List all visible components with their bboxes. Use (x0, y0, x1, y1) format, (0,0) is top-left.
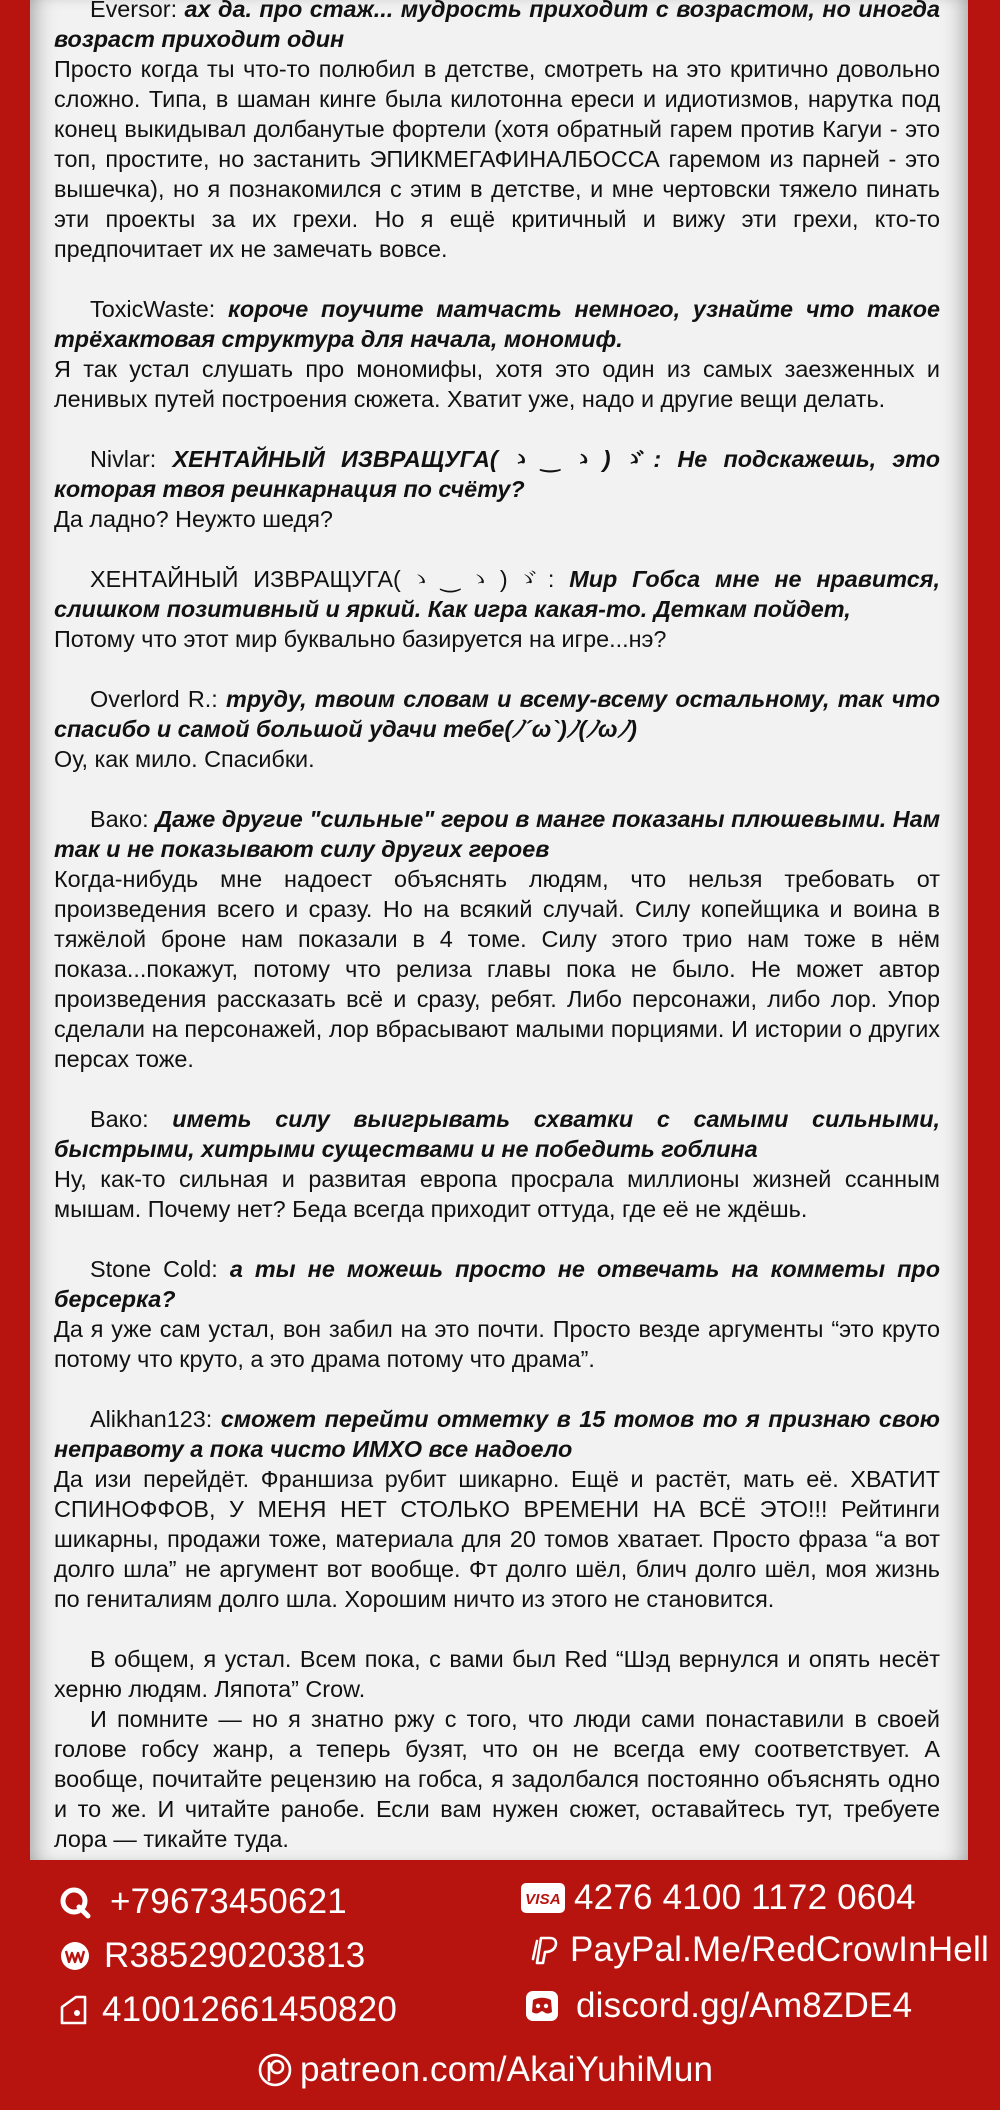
patreon-icon (258, 2053, 292, 2087)
discord-entry[interactable] (524, 1986, 912, 2026)
comment-quote (54, 804, 940, 864)
visa-card-number: 4276 4100 1172 0604 (574, 1878, 916, 1917)
quoted-text: Даже другие "сильные" герои в манге показаны плюшевыми. Нам так и не показывают силу других героев (54, 806, 941, 862)
comment-block (54, 1404, 940, 1614)
comment-quote (54, 564, 940, 624)
quoted-text: ХЕНТАЙНЫЙ ИЗВРАЩУГА(ゝ‿ゝ)ゞ: Не подскажешь, это которая твоя реинкарнация по счёту? (54, 446, 940, 502)
comment-author: Вако: (90, 806, 149, 832)
visa-badge-text: VISA (525, 1891, 561, 1908)
comment-author: Stone Cold: (90, 1256, 218, 1282)
comment-block (54, 0, 940, 264)
quoted-text: сможет перейти отметку в 15 томов то я признаю свою неправоту а пока чисто ИМХО все надоело (54, 1406, 940, 1462)
qiwi-icon (58, 1885, 92, 1919)
comment-block (54, 564, 940, 654)
comment-author: Alikhan123: (90, 1406, 213, 1432)
comment-quote (54, 1404, 940, 1464)
donation-footer (0, 1860, 1000, 2110)
reply-text: Оу, как мило. Спасибки. (54, 746, 315, 772)
closing-paragraph: В общем, я устал. Всем пока, с вами был Red “Шэд вернулся и опять несёт херню людям. Ляпота” Crow. (54, 1646, 940, 1702)
patreon-entry[interactable] (258, 2050, 713, 2090)
reply-text: Да я уже сам устал, вон забил на это почти. Просто везде аргументы “это круто потому что круто, а это драма потому что драма”. (54, 1316, 940, 1372)
quoted-text: ах да. про стаж... мудрость приходит с возрастом, но иногда возраст приходит один (54, 0, 940, 52)
reply-text: Да изи перейдёт. Франшиза рубит шикарно. Ещё и растёт, мать её. ХВАТИТ СПИНОФФОВ, У МЕНЯ НЕТ СТОЛЬКО ВРЕМЕНИ НА ВСЁ ЭТО!!! Рейтинги шикарны, продажи тоже, материала для 20 томов хватает. Просто фраза “а вот долго шла” не аргумент вот вообще. Фт долго шёл, блич долго шёл, моя жизнь по гениталиям долго шла. Хорошим ничто из этого не становится. (54, 1466, 940, 1612)
comment-block (54, 294, 940, 414)
reply-text: Когда-нибудь мне надоест объяснять людям, что нельзя требовать от произведения всего и сразу. Но на всякий случай. Силу копейщика и воина в тяжёлой броне нам показали в 4 томе. Силу этого трио нам тоже в нём показа...покажут, потому что релиза главы пока не было. Не может автор произведения рассказать всё и сразу, ребят. Либо персонажи, либо лор. Упор сделали на персонажей, лор вбрасывают малыми порциями. И истории о других персах тоже. (54, 866, 940, 1072)
quoted-text: Мир Гобса мне не нравится, слишком позитивный и яркий. Как игра какая-то. Деткам пойдет, (54, 566, 940, 622)
webmoney-icon (58, 1939, 92, 1973)
paypal-link: PayPal.Me/RedCrowInHell (570, 1930, 989, 1969)
reply-text: Я так устал слушать про мономифы, хотя это один из самых заезженных и ленивых путей построения сюжета. Хватит уже, надо и другие вещи делать. (54, 356, 940, 412)
article-text (54, 0, 940, 1884)
quoted-text: иметь силу выигрывать схватки с самыми сильными, быстрыми, хитрыми существами и не победить гоблина (54, 1106, 940, 1162)
reply-text: Да ладно? Неужто шедя? (54, 506, 333, 532)
webmoney-wallet: R385290203813 (104, 1936, 366, 1975)
comment-author: ХЕНТАЙНЫЙ ИЗВРАЩУГА(ゝ‿ゝ)ゞ: (90, 566, 555, 592)
discord-invite: discord.gg/Am8ZDE4 (576, 1986, 913, 2025)
discord-icon (524, 1989, 560, 2023)
paypal-entry[interactable] (528, 1930, 989, 1970)
quoted-text: труду, твоим словам и всему-всему остальному, так что спасибо и самой большой удачи тебе(ﾉ´ω`)ﾉ(ﾉωﾉ) (54, 686, 941, 742)
comment-list (54, 0, 940, 1614)
comment-quote (54, 1104, 940, 1164)
reply-text: Ну, как-то сильная и развитая европа просрала миллионы жизней ссанным мышам. Почему нет? Беда всегда приходит оттуда, где её не ждёшь. (54, 1166, 940, 1222)
comment-block (54, 1104, 940, 1224)
comment-quote (54, 294, 940, 354)
visa-entry[interactable] (520, 1878, 916, 1918)
comment-quote (54, 684, 940, 744)
comment-author: Eversor: (90, 0, 178, 22)
closing-paragraph: И помните — но я знатно ржу с того, что люди сами понаставили в своей голове гобсу жанр, а теперь бузят, что он не всегда ему соответствует. А вообще, почитайте рецензию на гобса, я задолбался постоянно объяснять одно и то же. И читайте ранобе. Если вам нужен сюжет, оставайтесь тут, требуете лора — тикайте туда. (54, 1706, 940, 1852)
comment-block (54, 684, 940, 774)
comment-quote (54, 1254, 940, 1314)
yandex-money-entry[interactable] (58, 1990, 397, 2030)
webmoney-entry[interactable] (58, 1936, 365, 1976)
paypal-icon (528, 1933, 560, 1967)
comment-block (54, 444, 940, 534)
comment-author: ToxicWaste: (90, 296, 216, 322)
quoted-text: а ты не можешь просто не отвечать на комметы про берсерка? (54, 1256, 941, 1312)
comment-quote (54, 444, 940, 504)
reply-text: Потому что этот мир буквально базируется на игре...нэ? (54, 626, 667, 652)
visa-card-icon (520, 1882, 566, 1914)
comment-author: Вако: (90, 1106, 149, 1132)
patreon-link: patreon.com/AkaiYuhiMun (300, 2050, 714, 2089)
qiwi-number: +79673450621 (110, 1882, 347, 1921)
qiwi-entry[interactable] (58, 1882, 347, 1922)
comment-block (54, 804, 940, 1074)
quoted-text: короче поучите матчасть немного, узнайте что такое трёхактовая структура для начала, мономиф. (54, 296, 941, 352)
closing-block (54, 1644, 940, 1854)
comment-quote (54, 0, 940, 54)
yandex-wallet: 410012661450820 (102, 1990, 397, 2029)
comment-author: Overlord R.: (90, 686, 218, 712)
reply-text: Просто когда ты что-то полюбил в детстве, смотреть на это критично довольно сложно. Типа, в шаман кинге была килотонна ереси и идиотизмов, нарутка под конец выкидывал долбанутые фортели (хотя обратный гарем против Кагуи - это топ, простите, но застанить ЭПИКМЕГАФИНАЛБОССА гаремом из парней - это вышечка), но я познакомился с этим в детстве, и мне чертовски тяжело пинать эти проекты за их грехи. Но я ещё критичный и вижу эти грехи, кто-то предпочитает их не замечать вовсе. (54, 56, 940, 262)
yandex-money-icon (58, 1993, 90, 2027)
comment-author: Nivlar: (90, 446, 157, 472)
comment-block (54, 1254, 940, 1374)
